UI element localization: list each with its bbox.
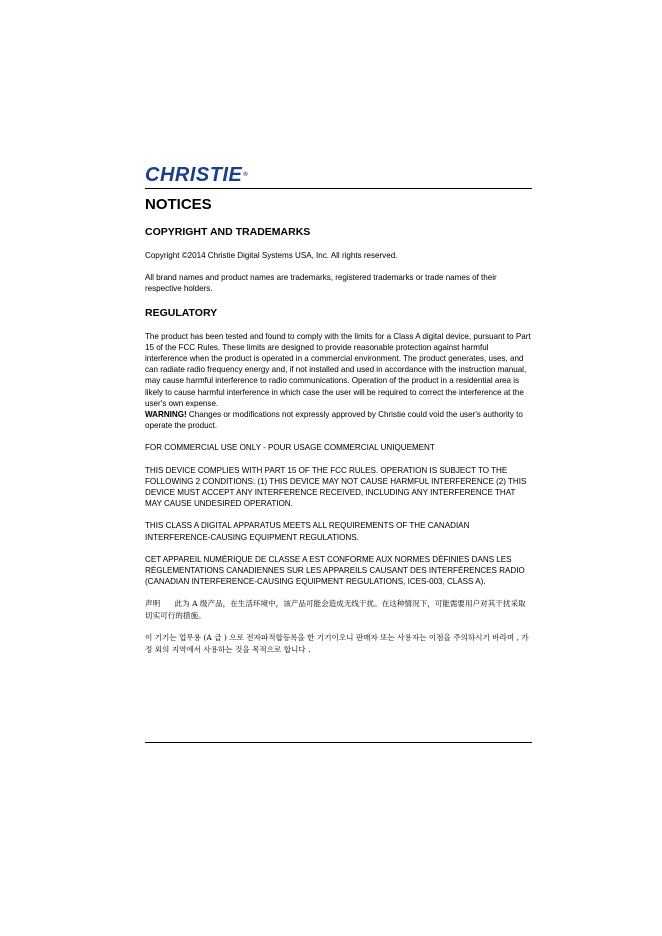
christie-logo: CHRISTIE® <box>145 164 249 186</box>
canada-en-text: THIS CLASS A DIGITAL APPARATUS MEETS ALL REQUIREMENTS OF THE CANADIAN INTERFERENCE-CAUSING EQUIPMENT REGULATIONS. <box>145 521 470 542</box>
header-rule <box>145 188 532 189</box>
footer-rule <box>145 742 532 743</box>
chinese-label: 声明 <box>145 599 161 609</box>
copyright-heading: COPYRIGHT AND TRADEMARKS <box>145 226 311 238</box>
regulatory-heading: REGULATORY <box>145 306 218 319</box>
chinese-text: 此为 A 级产品，在生活环境中，该产品可能会造成无线干扰。在这种情况下，可能需要用户对其干扰采取切实可行的措施。 <box>145 599 526 620</box>
page-title: NOTICES <box>145 196 212 213</box>
commercial-use-text: FOR COMMERCIAL USE ONLY - POUR USAGE COMMERCIAL UNIQUEMENT <box>145 443 435 453</box>
warning-text: Changes or modifications not expressly approved by Christie could void the user's authority to operate the product. <box>145 410 523 431</box>
copyright-line: Copyright ©2014 Christie Digital Systems USA, Inc. All rights reserved. <box>145 251 398 260</box>
canada-fr-text: CET APPAREIL NUMÉRIQUE DE CLASSE A EST CONFORME AUX NORMES DÉFINIES DANS LES RÉGLEMENTATIONS CANADIENNES SUR LES APPAREILS CAUSANT DES INTERFÉRENCES RADIO (CANADIAN INTERFERENCE-CAUSING EQUIPMENT REGULATIONS, ICES-003, CLASS A). <box>145 554 525 587</box>
warning-label: WARNING! <box>145 410 187 420</box>
fcc-text: The product has been tested and found to comply with the limits for a Class A digital device, pursuant to Part 15 of the FCC Rules. These limits are designed to provide reasonable protection against harmful interference when the product is operated in a commercial environment. The product generates, uses, and can radiate radio frequency energy and, if not installed and used in accordance with the instruction manual, may cause harmful interference to radio communications. Operation of the product in a residential area is likely to cause harmful interference in which case the user will be required to correct the interference at the user's own expense. <box>145 331 531 408</box>
notices-body <box>145 226 532 655</box>
fcc-conditions-text: THIS DEVICE COMPLIES WITH PART 15 OF THE FCC RULES. OPERATION IS SUBJECT TO THE FOLLOWING 2 CONDITIONS: (1) THIS DEVICE MAY NOT CAUSE HARMFUL INTERFERENCE (2) THIS DEVICE MUST ACCEPT ANY INTERFERENCE RECEIVED, INCLUDING ANY INTERFERENCE THAT MAY CAUSE UNDESIRED OPERATION. <box>145 465 527 509</box>
fcc-compliance-text <box>145 331 532 432</box>
trademarks-line: All brand names and product names are trademarks, registered trademarks or trade names of their respective holders. <box>145 273 497 294</box>
korean-notice: 이 기기는 업무용 (A 급 ) 으로 전자파적합등록을 한 기기이오니 판매자 또는 사용자는 이점을 주의하시기 바라며 , 가정 외의 지역에서 사용하는 것을 목적으로 합니다 . <box>145 633 529 654</box>
chinese-notice <box>145 598 532 621</box>
